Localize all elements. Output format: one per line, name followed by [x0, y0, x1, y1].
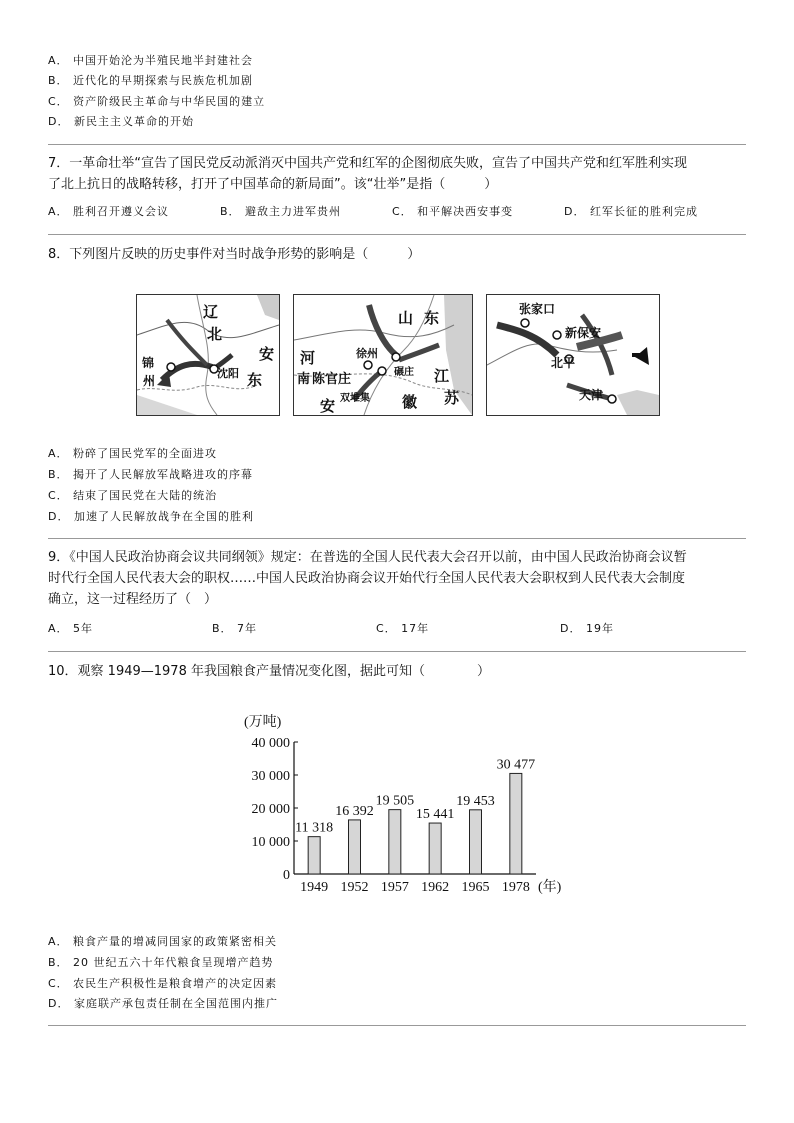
q6-option-b: B． 近代化的早期探索与民族危机加剧	[48, 74, 254, 87]
map1-label-shenyang: 沈阳	[217, 367, 239, 380]
q6-option-a: A． 中国开始沦为半殖民地半封建社会	[48, 54, 254, 67]
bar-data-label: 11 318	[295, 820, 334, 836]
divider	[48, 651, 746, 652]
map-liaoshen	[136, 294, 280, 416]
divider	[48, 234, 746, 235]
map2-label-shuangduiji: 双堆集	[340, 393, 370, 404]
bar-1978	[510, 773, 522, 874]
q10-option-c: C． 农民生产积极性是粮食增产的决定因素	[48, 977, 278, 990]
q7-options	[48, 203, 698, 219]
q10-stem: 10．观察 1949—1978 年我国粮食产量情况变化图，据此可知（ ）	[48, 664, 490, 679]
map2-label-shan: 山	[398, 309, 414, 327]
q9-stem-line1: 9．《中国人民政治协商会议共同纲领》规定：在普选的全国人民代表大会召开以前，由中国人民政治协商会议暂	[48, 550, 687, 565]
q8-option-d: D． 加速了人民解放战争在全国的胜利	[48, 510, 254, 523]
map-liaoshen-drawing	[137, 295, 279, 415]
bar-1962	[429, 823, 441, 874]
map2-label-dong: 东	[424, 309, 440, 327]
x-tick-label: 1965	[461, 880, 490, 895]
bar-1965	[470, 810, 482, 874]
q7-stem-line1: 7．一革命壮举“宣告了国民党反动派消灭中国共产党和红军的企图彻底失败，宣告了中国共产党和红军胜利实现	[48, 156, 688, 171]
bar-data-label: 30 477	[496, 757, 536, 773]
x-tick-label: 1952	[340, 880, 369, 895]
map1-label-dong: 东	[247, 371, 263, 389]
map-huaihai-drawing	[294, 295, 472, 415]
map-pingjin	[486, 294, 660, 416]
y-tick-label: 30 000	[251, 769, 290, 784]
map1-label-liao: 辽	[203, 303, 219, 321]
bar-1949	[308, 837, 320, 874]
q10-option-d: D． 家庭联产承包责任制在全国范围内推广	[48, 997, 278, 1010]
map1-label-an: 安	[259, 345, 275, 363]
q7-option-c: C． 和平解决西安事变	[392, 205, 514, 218]
y-tick-label: 20 000	[251, 802, 290, 817]
map1-label-bei: 北	[207, 325, 223, 343]
x-tick-label: 1957	[380, 880, 409, 895]
divider	[48, 538, 746, 539]
divider	[48, 144, 746, 145]
y-tick-label: 0	[283, 868, 290, 883]
grain-production-chart	[236, 708, 576, 900]
x-tick-label: 1978	[501, 880, 530, 895]
q10-option-b: B． 20 世纪五六十年代粮食呈现增产趋势	[48, 956, 274, 969]
q10-option-a: A． 粮食产量的增减同国家的政策紧密相关	[48, 935, 278, 948]
map-huaihai	[293, 294, 473, 416]
q9-options	[48, 620, 614, 636]
bar-data-label: 19 505	[375, 793, 415, 809]
q9-option-c: C． 17年	[376, 622, 430, 635]
q7-stem-line2: 了北上抗日的战略转移，打开了中国革命的新局面”。该“壮举”是指（ ）	[48, 177, 498, 192]
q9-option-a: A． 5年	[48, 622, 94, 635]
map2-label-nianzhuang: 碾庄	[394, 367, 414, 378]
q8-option-c: C． 结束了国民党在大陆的统治	[48, 489, 218, 502]
map3-label-xinbaoan: 新保安	[565, 326, 602, 340]
map2-label-su: 苏	[444, 389, 460, 407]
map3-label-beiping: 北平	[551, 356, 576, 370]
bar-1952	[349, 820, 361, 874]
x-tick-label: 1949	[300, 880, 329, 895]
y-tick-label: 10 000	[251, 835, 290, 850]
bar-data-label: 15 441	[415, 807, 455, 823]
map2-label-an: 安	[320, 397, 336, 415]
q9-stem-line2: 时代行全国人民代表大会的职权……中国人民政治协商会议开始代行全国人民代表大会职权到人民代表大会制度	[48, 571, 686, 586]
q8-option-b: B． 揭开了人民解放军战略进攻的序幕	[48, 468, 254, 481]
map3-label-tianjin: 天津	[579, 388, 604, 402]
q6-option-c: C． 资产阶级民主革命与中华民国的建立	[48, 95, 266, 108]
map2-label-xuzhou: 徐州	[356, 347, 378, 360]
chart-xunit: (年)	[538, 880, 562, 895]
map2-label-hui: 徽	[402, 393, 418, 411]
map2-label-nan: 南	[297, 372, 311, 387]
bar-data-label: 16 392	[335, 803, 374, 819]
q7-option-b: B． 避敌主力进军贵州	[220, 205, 342, 218]
y-tick-label: 40 000	[251, 736, 290, 751]
map-pingjin-drawing	[487, 295, 659, 415]
q8-stem: 8．下列图片反映的历史事件对当时战争形势的影响是（ ）	[48, 247, 421, 262]
map1-label-jin: 锦	[142, 356, 155, 370]
divider	[48, 1025, 746, 1026]
map2-label-chenguanzhuang: 陈官庄	[312, 372, 352, 387]
map2-label-he: 河	[300, 349, 316, 367]
x-tick-label: 1962	[421, 880, 450, 895]
q6-option-d: D． 新民主主义革命的开始	[48, 115, 194, 128]
q9-option-b: B． 7年	[212, 622, 258, 635]
map2-label-jiang: 江	[434, 367, 450, 385]
bar-1957	[389, 810, 401, 874]
map1-label-zhou: 州	[143, 374, 156, 388]
q7-option-d: D． 红军长征的胜利完成	[564, 205, 698, 218]
map3-label-zhangjiakou: 张家口	[519, 302, 556, 316]
q7-option-a: A． 胜利召开遵义会议	[48, 205, 170, 218]
q8-option-a: A． 粉碎了国民党军的全面进攻	[48, 447, 218, 460]
q9-stem	[48, 547, 748, 610]
q7-stem	[48, 153, 748, 195]
bar-data-label: 19 453	[456, 793, 495, 809]
chart-ylabel: (万吨)	[244, 715, 282, 730]
q9-option-d: D． 19年	[560, 622, 614, 635]
q9-stem-line3: 确立，这一过程经历了（ ）	[48, 592, 218, 607]
